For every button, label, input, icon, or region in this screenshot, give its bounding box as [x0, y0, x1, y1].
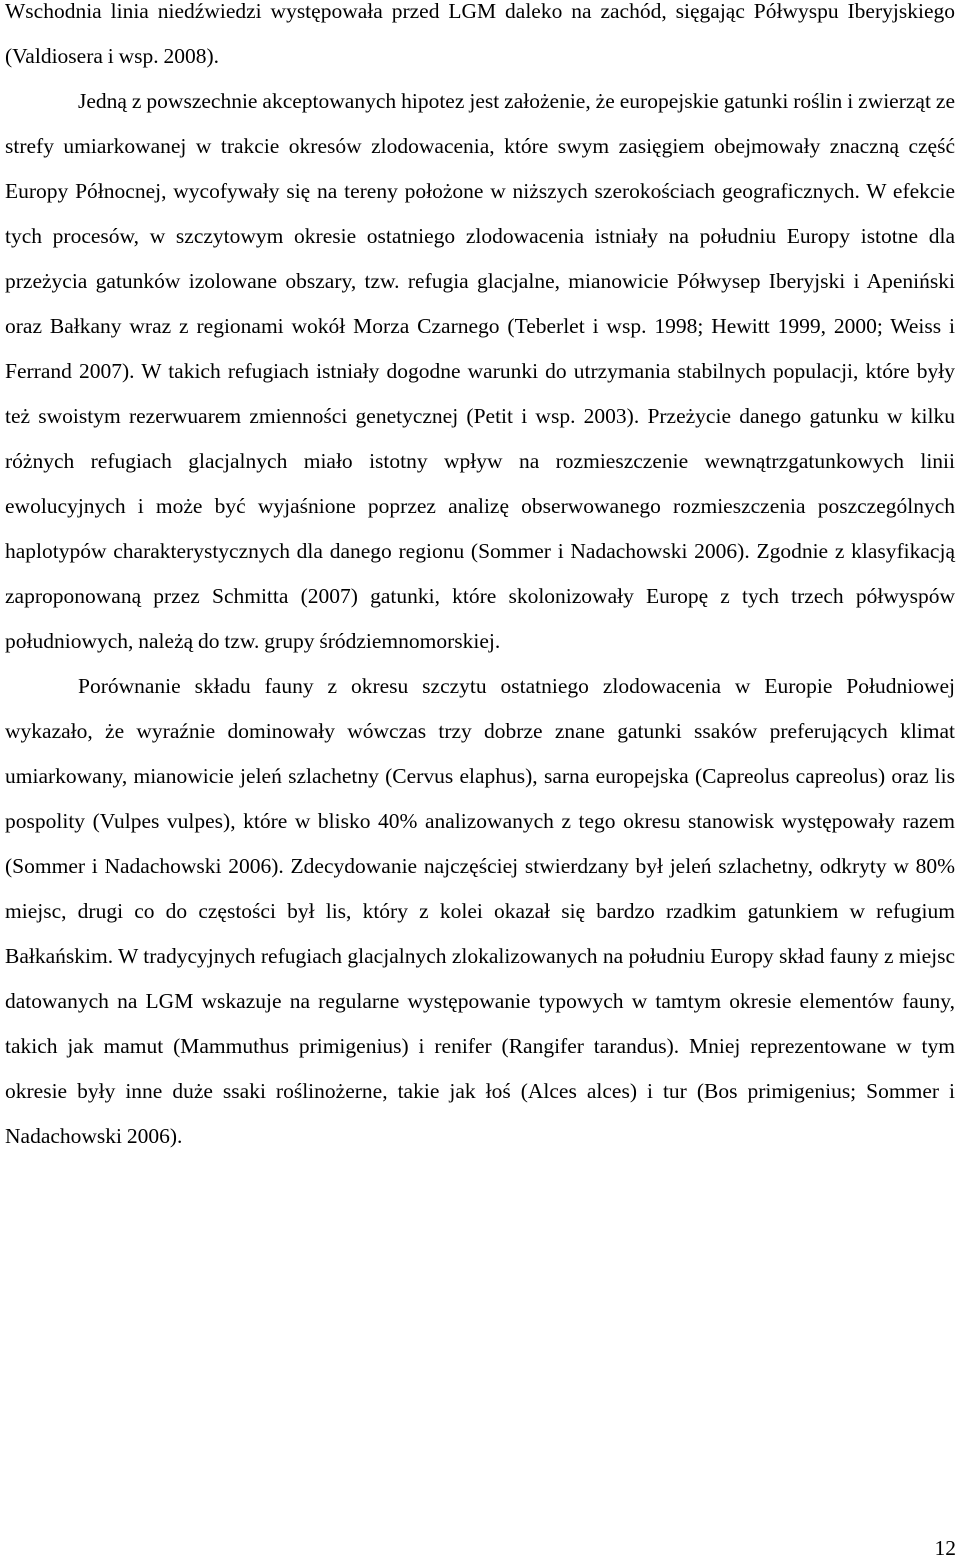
page-number: 12	[934, 1536, 956, 1560]
document-page	[5, 0, 955, 1159]
paragraph-continuation: Wschodnia linia niedźwiedzi występowała przed LGM daleko na zachód, sięgając Półwyspu Iberyjskiego (Valdiosera i wsp. 2008).	[5, 0, 955, 68]
paragraph-refugia: Jedną z powszechnie akceptowanych hipotez jest założenie, że europejskie gatunki roślin i zwierząt ze strefy umiarkowanej w trakcie okresów zlodowacenia, które swym zasięgiem obejmowały znaczną część Europy Północnej, wycofywały się na tereny położone w niższych szerokościach geograficznych. W efekcie tych procesów, w szczytowym okresie ostatniego zlodowacenia istniały na południu Europy istotne dla przeżycia gatunków izolowane obszary, tzw. refugia glacjalne, mianowicie Półwysep Iberyjski i Apeniński oraz Bałkany wraz z regionami wokół Morza Czarnego (Teberlet i wsp. 1998; Hewitt 1999, 2000; Weiss i Ferrand 2007). W takich refugiach istniały dogodne warunki do utrzymania stabilnych populacji, które były też swoistym rezerwuarem zmienności genetycznej (Petit i wsp. 2003). Przeżycie danego gatunku w kilku różnych refugiach glacjalnych miało istotny wpływ na rozmieszczenie wewnątrzgatunkowych linii ewolucyjnych i może być wyjaśnione poprzez analizę obserwowanego rozmieszczenia poszczególnych haplotypów charakterystycznych dla danego regionu (Sommer i Nadachowski 2006). Zgodnie z klasyfikacją zaproponowaną przez Schmitta (2007) gatunki, które skolonizowały Europę z tych trzech półwyspów południowych, należą do tzw. grupy śródziemnomorskiej.	[5, 89, 955, 653]
paragraph-fauna: Porównanie składu fauny z okresu szczytu ostatniego zlodowacenia w Europie Południowej wykazało, że wyraźnie dominowały wówczas trzy dobrze znane gatunki ssaków preferujących klimat umiarkowany, mianowicie jeleń szlachetny (Cervus elaphus), sarna europejska (Capreolus capreolus) oraz lis pospolity (Vulpes vulpes), które w blisko 40% analizowanych z tego okresu stanowisk występowały razem (Sommer i Nadachowski 2006). Zdecydowanie najczęściej stwierdzany był jeleń szlachetny, odkryty w 80% miejsc, drugi co do częstości był lis, który z kolei okazał się bardzo rzadkim gatunkiem w refugium Bałkańskim. W tradycyjnych refugiach glacjalnych zlokalizowanych na południu Europy skład fauny z miejsc datowanych na LGM wskazuje na regularne występowanie typowych w tamtym okresie elementów fauny, takich jak mamut (Mammuthus primigenius) i renifer (Rangifer tarandus). Mniej reprezentowane w tym okresie były inne duże ssaki roślinożerne, takie jak łoś (Alces alces) i tur (Bos primigenius; Sommer i Nadachowski 2006).	[5, 674, 955, 1148]
